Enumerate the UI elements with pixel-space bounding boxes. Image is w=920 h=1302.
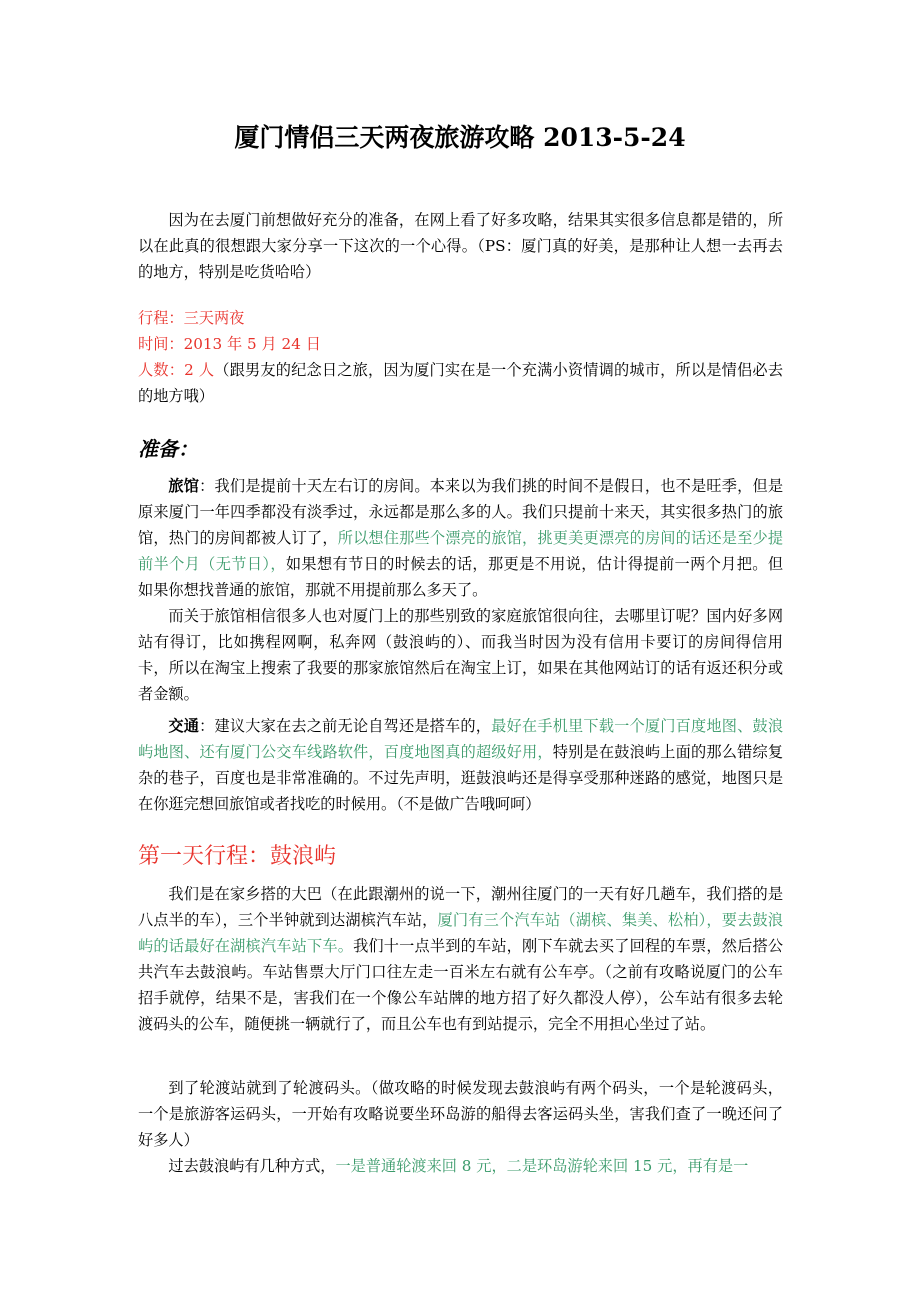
day1-paragraph-2: 到了轮渡站就到了轮渡码头。（做攻略的时候发现去鼓浪屿有两个码头，一个是轮渡码头，一个是旅游客运码头，一开始有攻略说要坐环岛游的船得去客运码头坐，害我们查了一晚还问了好多人） xyxy=(138,1079,783,1149)
day1-ferry-highlight: 一是普通轮渡来回 8 元，二是环岛游轮来回 15 元，再有是一 xyxy=(335,1157,749,1175)
day1-ferry-text: 过去鼓浪屿有几种方式， xyxy=(168,1157,336,1175)
trip-line: 行程：三天两夜 xyxy=(138,309,245,327)
transport-label: 交通 xyxy=(168,717,200,735)
day1-paragraph-3 xyxy=(138,1153,783,1179)
day1-highlight: 厦门有三个汽车站（湖槟、集美、松柏），要去鼓浪屿的话最好在湖槟汽车站下车。 xyxy=(138,911,783,955)
intro-section xyxy=(138,207,783,285)
day1-text-b: 我们十一点半到的车站，刚下车就去买了回程的车票，然后搭公共汽车去鼓浪屿。车站售票大厅门口往左走一百米左右就有公车亭。（之前有攻略说厦门的公车招手就停，结果不是，害我们在一个像公车站牌的地方招了好久都没人停），公车站有很多去轮渡码头的公车，随便挑一辆就行了，而且公车也有到站提示，完全不用担心坐过了站。 xyxy=(138,937,784,1033)
day1-text-a: 我们是在家乡搭的大巴（在此跟潮州的说一下，潮州往厦门的一天有好几趟车，我们搭的是八点半的车），三个半钟就到达湖槟汽车站， xyxy=(138,885,783,929)
transport-text-b: 特别是在鼓浪屿上面的那么错综复杂的巷子，百度也是非常准确的。不过先声明，逛鼓浪屿还是得享受那种迷路的感觉，地图只是在你逛完想回旅馆或者找吃的时候用。（不是做广告哦呵呵） xyxy=(138,743,784,813)
day1-ferry-section xyxy=(138,1075,783,1179)
time-line: 时间：2013 年 5 月 24 日 xyxy=(138,335,321,353)
hotel-label: 旅馆 xyxy=(168,477,200,495)
transport-highlight: 最好在手机里下载一个厦门百度地图、鼓浪屿地图、还有厦门公交车线路软件，百度地图真的超级好用， xyxy=(138,717,784,761)
transport-text-a: ：建议大家在去之前无论自驾还是搭车的， xyxy=(199,717,492,735)
people-line xyxy=(138,357,783,409)
hotel-text-b: 如果想有节日的时候去的话，那更是不用说，估计得提前一两个月把。但如果你想找普通的旅馆，那就不用提前那么多天了。 xyxy=(138,555,784,599)
hotel-paragraph-1 xyxy=(138,473,783,603)
people-label: 人数：2 人 xyxy=(138,361,215,379)
page-title: 厦门情侣三天两夜旅游攻略 2013-5-24 xyxy=(234,123,686,152)
hotel-section xyxy=(138,473,783,707)
day1-section xyxy=(138,881,783,1037)
day1-paragraph-1 xyxy=(138,881,783,1037)
hotel-highlight: 所以想住那些个漂亮的旅馆，挑更美更漂亮的房间的话还是至少提前半个月（无节日）， xyxy=(138,529,784,573)
intro-paragraph: 因为在去厦门前想做好充分的准备，在网上看了好多攻略，结果其实很多信息都是错的，所以在此真的很想跟大家分享一下这次的一个心得。（PS：厦门真的好美，是那种让人想一去再去的地方，特别是吃货哈哈） xyxy=(138,211,783,281)
people-note: （跟男友的纪念日之旅，因为厦门实在是一个充满小资情调的城市，所以是情侣必去的地方哦） xyxy=(138,361,784,405)
trip-info xyxy=(138,305,783,409)
hotel-paragraph-2: 而关于旅馆相信很多人也对厦门上的那些别致的家庭旅馆很向往，去哪里订呢？国内好多网站有得订，比如携程网啊，私奔网（鼓浪屿的）、而我当时因为没有信用卡要订的房间得信用卡，所以在淘宝上搜索了我要的那家旅馆然后在淘宝上订，如果在其他网站订的话有返还积分或者金额。 xyxy=(138,607,783,703)
transport-paragraph xyxy=(138,713,783,817)
transport-section xyxy=(138,713,783,817)
hotel-text-a: ：我们是提前十天左右订的房间。本来以为我们挑的时间不是假日，也不是旺季，但是原来厦门一年四季都没有淡季过，永远都是那么多的人。我们只提前十来天，其实很多热门的旅馆，热门的房间都被人订了， xyxy=(138,477,784,547)
day1-heading: 第一天行程：鼓浪屿 xyxy=(138,844,337,869)
prep-heading: 准备： xyxy=(138,437,198,461)
